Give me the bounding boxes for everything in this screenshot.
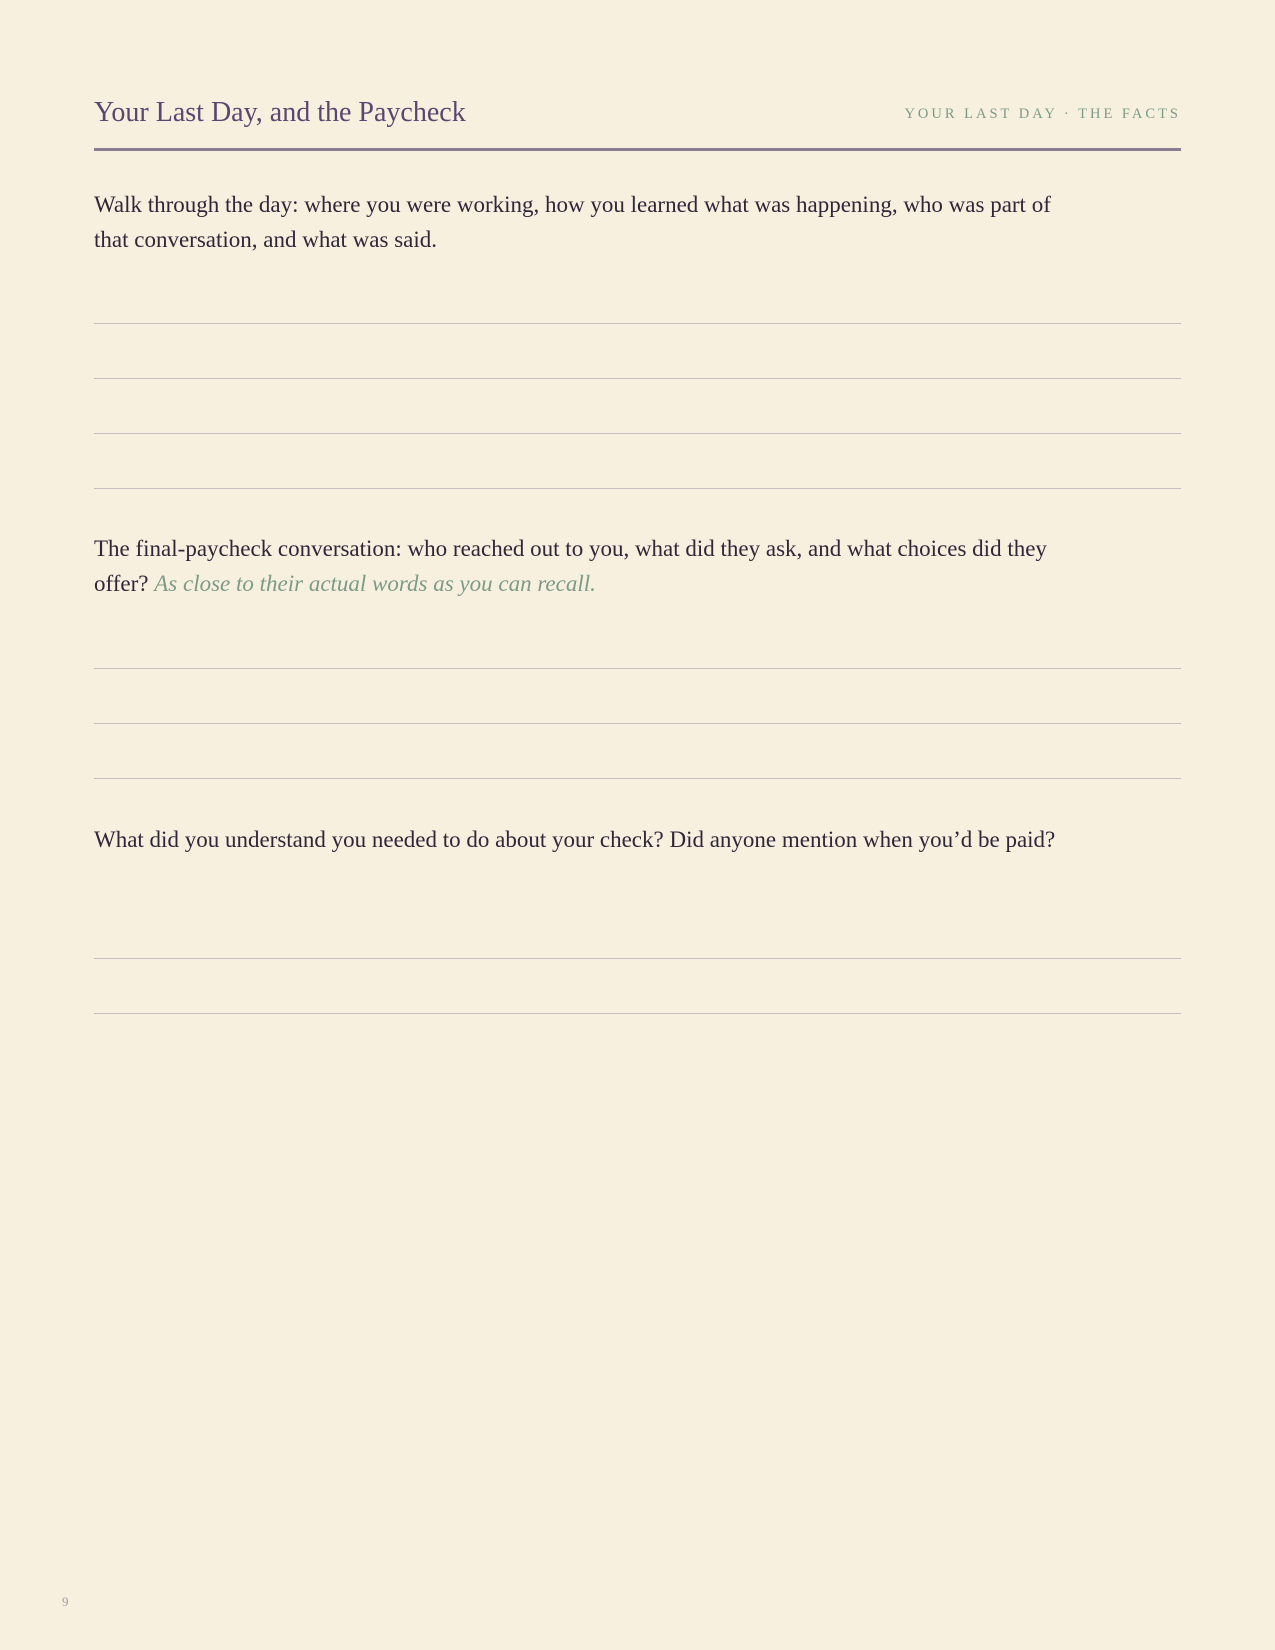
answer-line[interactable]	[94, 723, 1181, 724]
answer-line[interactable]	[94, 778, 1181, 779]
question-prompt-2	[94, 531, 1084, 601]
question-prompt-3	[94, 822, 1084, 857]
answer-line[interactable]	[94, 1013, 1181, 1014]
answer-line[interactable]	[94, 958, 1181, 959]
question-text: What did you understand you needed to do about your check? Did anyone mention when you’d be paid?	[94, 827, 1056, 852]
answer-line[interactable]	[94, 323, 1181, 324]
section-label: YOUR LAST DAY · THE FACTS	[904, 106, 1181, 122]
question-prompt-1	[94, 187, 1084, 257]
page-header	[94, 92, 1181, 151]
question-text: The final-paycheck conversation: who reached out to you, what did they ask, and what choices did they offer?	[94, 536, 1047, 596]
answer-line[interactable]	[94, 488, 1181, 489]
answer-line[interactable]	[94, 668, 1181, 669]
page-number: 9	[62, 1594, 69, 1609]
workbook-page	[94, 0, 1181, 1650]
answer-line[interactable]	[94, 378, 1181, 379]
answer-line[interactable]	[94, 433, 1181, 434]
question-text: Walk through the day: where you were working, how you learned what was happening, who was part of that conversation, and what was said.	[94, 192, 1051, 252]
question-hint: As close to their actual words as you can recall.	[154, 571, 596, 596]
page-title: Your Last Day, and the Paycheck	[94, 97, 466, 128]
